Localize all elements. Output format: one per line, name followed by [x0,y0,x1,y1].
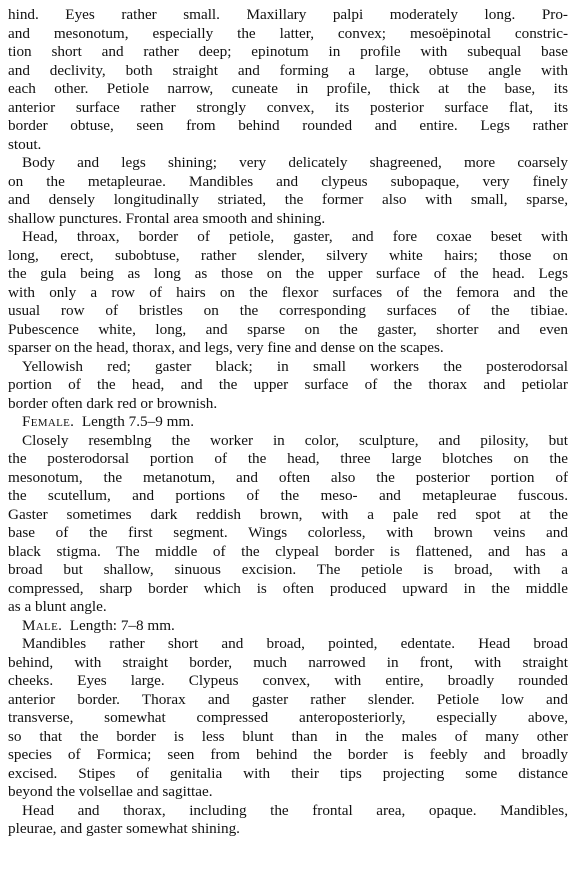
paragraph-worker-pilosity [8,228,568,358]
text-line: portion of the head, and the upper surface of the thorax and petiolar [8,376,568,393]
paragraph-male-structure [8,635,568,802]
text-line: hind. Eyes rather small. Maxillary palpi moderately long. Pro- [8,6,568,23]
female-label: Female. [22,413,75,430]
text-line: and declivity, both straight and forming a large, obtuse angle with [8,61,568,79]
text-line: pleurae, and gaster somewhat shining. [8,820,240,837]
text-line: border obtuse, seen from behind rounded and entire. Legs rather [8,117,568,134]
text-line: the scutellum, and portions of the meso- and metapleurae fuscous. [8,487,568,504]
text-line: Yellowish red; gaster black; in small workers the posterodorsal [22,357,568,375]
text-line: and densely longitudinally striated, the former also with small, sparse, [8,191,568,208]
text-line: anterior surface rather strongly convex, its posterior surface flat, its [8,98,568,116]
paragraph-worker-sculpture [8,154,568,228]
text-line: border often dark red or brownish. [8,394,218,412]
text-line: transverse, somewhat compressed anteroposteriorly, especially above, [8,709,568,726]
text-line: each other. Petiole narrow, cuneate in profile, thick at the base, its [8,80,568,97]
text-line: base of the first segment. Wings colorless, with brown veins and [8,524,568,541]
female-length: Length 7.5–9 mm. [74,413,195,430]
text-line: Closely resemblng the worker in color, sculpture, and pilosity, but [22,431,568,449]
text-line [8,413,568,432]
text-line: Body and legs shining; very delicately shagreened, more coarsely [22,154,568,171]
text-line: the posterodorsal portion of the head, three large blotches on the [8,450,568,467]
text-line: as a blunt angle. [8,598,107,615]
paragraph-female-description [8,432,568,617]
text-line: shallow punctures. Frontal area smooth and shining. [8,209,326,227]
text-line: mesonotum, the metanotum, and often also the posterior portion of [8,468,568,486]
text-line: anterior border. Thorax and gaster rather slender. Petiole low and [8,690,568,708]
text-line: excised. Stipes of genitalia with their tips projecting some distance [8,764,568,782]
text-line: with only a row of hairs on the flexor surfaces of the femora and the [8,283,568,301]
text-line: Head and thorax, including the frontal area, opaque. Mandibles, [22,801,568,819]
text-line: Gaster sometimes dark reddish brown, with a pale red spot at the [8,505,568,523]
text-line: usual row of bristles on the corresponding surfaces of the tibiae. [8,302,568,319]
paragraph-worker-color [8,358,568,414]
text-line [8,617,568,636]
text-line: species of Formica; seen from behind the border is feebly and broadly [8,746,568,763]
text-line: broad but shallow, sinuous excision. The petiole is broad, with a [8,561,568,578]
text-line: Head, throax, border of petiole, gaster, and fore coxae beset with [22,228,568,245]
text-line: long, erect, subobtuse, rather slender, silvery white hairs; those on [8,246,568,264]
text-line: black stigma. The middle of the clypeal border is flattened, and has a [8,542,568,560]
text-line: sparser on the head, thorax, and legs, very fine and dense on the scapes. [8,339,444,356]
text-line: beyond the volsellae and sagittae. [8,783,213,800]
text-line: Mandibles rather short and broad, pointed, edentate. Head broad [22,635,568,652]
text-line: cheeks. Eyes large. Clypeus convex, with entire, broadly rounded [8,672,568,689]
text-line: the gula being as long as those on the upper surface of the head. Legs [8,265,568,282]
section-heading-female [8,413,568,432]
section-heading-male [8,617,568,636]
paragraph-male-sculpture [8,802,568,839]
male-length: Length: 7–8 mm. [62,616,175,634]
male-label: Male. [22,616,63,634]
text-line: Pubescence white, long, and sparse on the gaster, shorter and even [8,320,568,338]
paragraph-worker-structure [8,6,568,154]
text-line: tion short and rather deep; epinotum in profile with subequal base [8,43,568,60]
text-line: so that the border is less blunt than in the males of many other [8,727,568,745]
text-line: behind, with straight border, much narrowed in front, with straight [8,653,568,671]
text-line: stout. [8,135,42,153]
text-line: on the metapleurae. Mandibles and clypeus subopaque, very finely [8,172,568,190]
text-line: compressed, sharp border which is often produced upward in the middle [8,579,568,597]
text-line: and mesonotum, especially the latter, convex; mesoëpinotal constric- [8,24,568,42]
